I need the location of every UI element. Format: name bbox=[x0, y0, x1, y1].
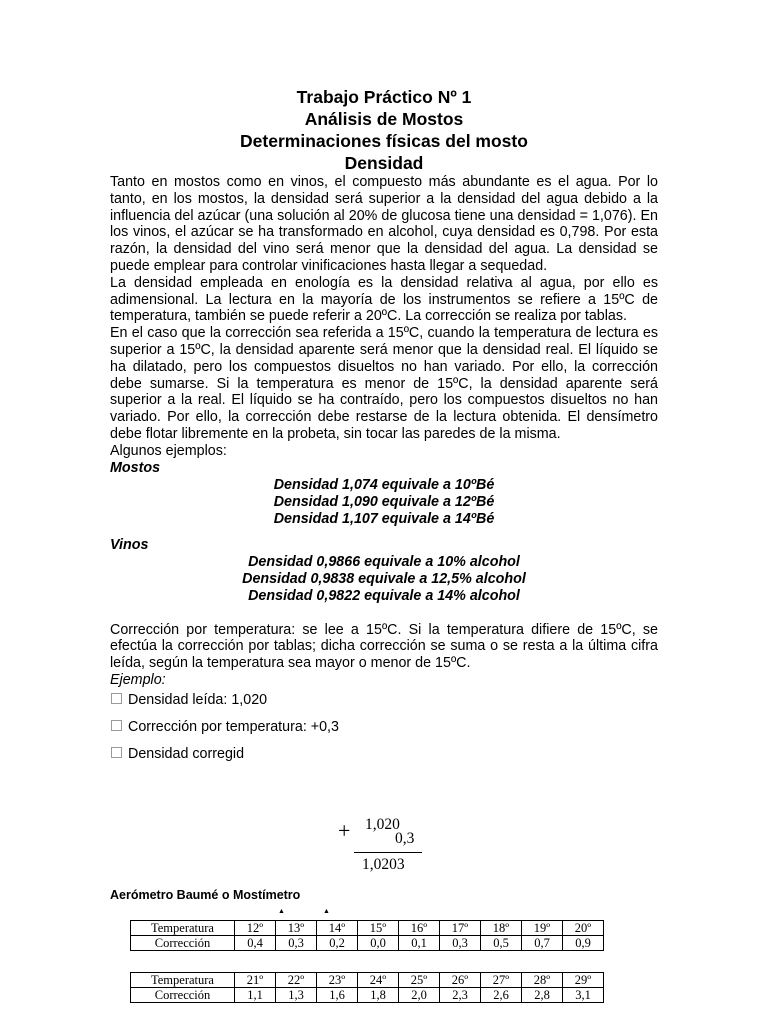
paragraph-examples-intro: Algunos ejemplos: bbox=[110, 442, 227, 459]
table-row bbox=[131, 988, 604, 1003]
corr-cell: 2,8 bbox=[522, 988, 563, 1003]
temp-cell: 15º bbox=[358, 921, 399, 936]
aerometer-title: Aerómetro Baumé o Mostímetro bbox=[110, 888, 301, 902]
bullet-item bbox=[110, 692, 658, 709]
tick-mark: ▲ bbox=[323, 908, 330, 915]
corr-cell: 0,3 bbox=[276, 936, 317, 951]
bullet-box-icon bbox=[111, 693, 122, 704]
correction-table-2 bbox=[130, 972, 604, 1003]
corr-cell: 0,2 bbox=[317, 936, 358, 951]
temp-cell: 16º bbox=[399, 921, 440, 936]
title-block bbox=[110, 86, 658, 174]
corr-cell: 0,4 bbox=[235, 936, 276, 951]
mostos-label: Mostos bbox=[110, 459, 161, 476]
temp-cell: 24º bbox=[358, 973, 399, 988]
mostos-example: Densidad 1,107 equivale a 14ºBé bbox=[273, 510, 495, 527]
temp-cell: 14º bbox=[317, 921, 358, 936]
vinos-example: Densidad 0,9866 equivale a 10% alcohol bbox=[248, 553, 520, 570]
title-line-1: Trabajo Práctico Nº 1 bbox=[296, 87, 472, 107]
temp-cell: 26º bbox=[440, 973, 481, 988]
corr-cell: 1,8 bbox=[358, 988, 399, 1003]
paragraph-temperature-correction: Corrección por temperatura: se lee a 15ºC. Si la temperatura difiere de 15ºC, se efectúa la corrección por tablas; dicha corrección se suma o se resta a la última cifra leída, según la temperatura sea mayor o menor de 15ºC. bbox=[110, 621, 658, 672]
correction-table-1 bbox=[130, 920, 604, 951]
bullet-text: Densidad corregid bbox=[128, 745, 245, 762]
temp-cell: 27º bbox=[481, 973, 522, 988]
paragraph-relative-density: La densidad empleada en enología es la densidad relativa al agua, por ello es adimensional. La lectura en la mayoría de los instrumentos se refiere a 15ºC de temperatura, también se puede referir a 20ºC. La corrección se realiza por tablas. bbox=[110, 274, 658, 325]
example-label: Ejemplo: bbox=[110, 671, 166, 688]
temp-cell: 22º bbox=[276, 973, 317, 988]
temp-cell: 23º bbox=[317, 973, 358, 988]
bullet-item bbox=[110, 719, 658, 736]
row-header: Temperatura bbox=[131, 921, 235, 936]
mostos-example: Densidad 1,074 equivale a 10ºBé bbox=[273, 476, 495, 493]
corr-cell: 2,0 bbox=[399, 988, 440, 1003]
vinos-label: Vinos bbox=[110, 536, 149, 553]
title-line-2: Análisis de Mostos bbox=[304, 109, 464, 129]
temp-cell: 12º bbox=[235, 921, 276, 936]
title-line-4: Densidad bbox=[344, 153, 424, 173]
corr-cell: 0,5 bbox=[481, 936, 522, 951]
corr-cell: 0,9 bbox=[563, 936, 604, 951]
corr-cell: 0,0 bbox=[358, 936, 399, 951]
title-line-3: Determinaciones físicas del mosto bbox=[240, 131, 528, 151]
bullet-text: Densidad leída: 1,020 bbox=[128, 691, 268, 708]
sum-rule-line bbox=[354, 852, 422, 853]
corr-cell: 2,3 bbox=[440, 988, 481, 1003]
corr-cell: 0,7 bbox=[522, 936, 563, 951]
bullet-text: Corrección por temperatura: +0,3 bbox=[128, 718, 339, 735]
row-header: Corrección bbox=[131, 988, 235, 1003]
table-row bbox=[131, 973, 604, 988]
row-header: Temperatura bbox=[131, 973, 235, 988]
temp-cell: 13º bbox=[276, 921, 317, 936]
temp-cell: 29º bbox=[563, 973, 604, 988]
temp-cell: 28º bbox=[522, 973, 563, 988]
plus-sign: + bbox=[338, 818, 351, 843]
bullet-box-icon bbox=[111, 747, 122, 758]
temp-cell: 18º bbox=[481, 921, 522, 936]
corr-cell: 1,3 bbox=[276, 988, 317, 1003]
corr-cell: 3,1 bbox=[563, 988, 604, 1003]
sum-result: 1,0203 bbox=[362, 856, 405, 873]
temp-cell: 25º bbox=[399, 973, 440, 988]
corr-cell: 1,1 bbox=[235, 988, 276, 1003]
corr-cell: 0,3 bbox=[440, 936, 481, 951]
tick-mark: ▲ bbox=[278, 908, 285, 915]
temp-cell: 19º bbox=[522, 921, 563, 936]
vinos-example: Densidad 0,9822 equivale a 14% alcohol bbox=[248, 587, 520, 604]
addend-1: 1,020 bbox=[365, 816, 400, 833]
table-row bbox=[131, 936, 604, 951]
temp-cell: 21º bbox=[235, 973, 276, 988]
table-row bbox=[131, 921, 604, 936]
mostos-example: Densidad 1,090 equivale a 12ºBé bbox=[273, 493, 495, 510]
paragraph-correction-explained: En el caso que la corrección sea referida a 15ºC, cuando la temperatura de lectura es superior a 15ºC, la densidad aparente será menor que la densidad real. El líquido se ha dilatado, pero los compuestos disueltos no han variado. Por ello, la corrección debe sumarse. Si la temperatura es menor de 15ºC, la densidad aparente será superior a la real. El líquido se ha contraído, pero los compuestos disueltos no han variado. Por ello, la corrección debe restarse de la lectura obtenida. El densímetro debe flotar libremente en la probeta, sin tocar las paredes de la misma. bbox=[110, 325, 658, 442]
corr-cell: 1,6 bbox=[317, 988, 358, 1003]
corr-cell: 2,6 bbox=[481, 988, 522, 1003]
bullet-box-icon bbox=[111, 720, 122, 731]
row-header: Corrección bbox=[131, 936, 235, 951]
corr-cell: 0,1 bbox=[399, 936, 440, 951]
vinos-example: Densidad 0,9838 equivale a 12,5% alcohol bbox=[242, 570, 526, 587]
bullet-item bbox=[110, 746, 658, 763]
paragraph-intro: Tanto en mostos como en vinos, el compuesto más abundante es el agua. Por lo tanto, en los mostos, la densidad será superior a la densidad del agua debido a la influencia del azúcar (una solución al 20% de glucosa tiene una densidad = 1,076). En los vinos, el azúcar se ha transformado en alcohol, cuya densidad es 0,798. Por esta razón, la densidad del vino será menor que la densidad del agua. La densidad se puede emplear para controlar vinificaciones hasta llegar a sequedad. bbox=[110, 174, 658, 274]
addend-2: 0,3 bbox=[395, 830, 415, 847]
temp-cell: 20º bbox=[563, 921, 604, 936]
document-page bbox=[110, 86, 658, 763]
temp-cell: 17º bbox=[440, 921, 481, 936]
